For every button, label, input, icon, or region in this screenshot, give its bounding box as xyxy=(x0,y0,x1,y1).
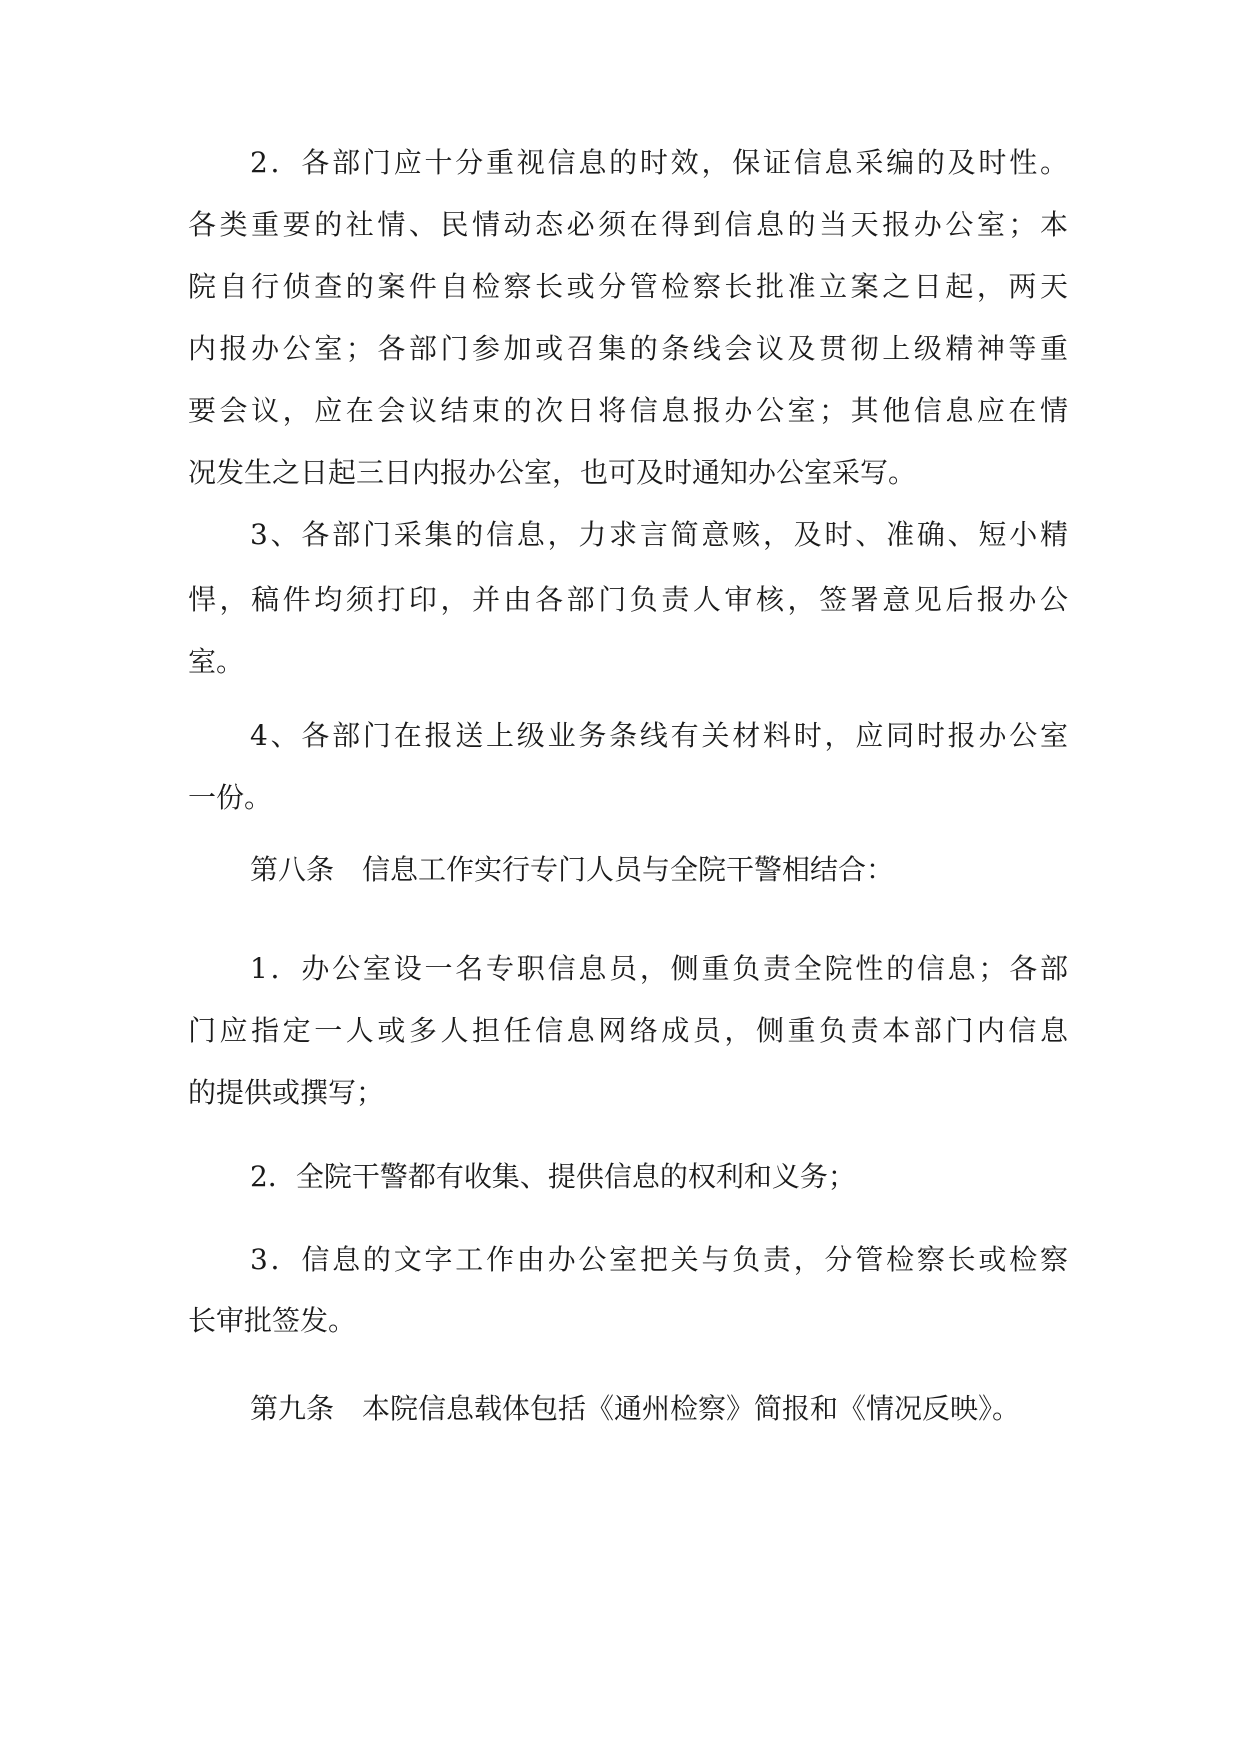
text-line: 的提供或撰写； xyxy=(188,1076,385,1109)
text-line: 1．办公室设一名专职信息员，侧重负责全院性的信息；各部 xyxy=(250,952,1068,985)
text-line: 悍，稿件均须打印，并由各部门负责人审核，签署意见后报办公 xyxy=(188,583,1068,616)
article-heading-line: 第九条 本院信息载体包括《通州检察》简报和《情况反映》。 xyxy=(250,1392,1021,1425)
text-line: 院自行侦查的案件自检察长或分管检察长批准立案之日起，两天 xyxy=(188,270,1068,303)
text-line: 要会议，应在会议结束的次日将信息报办公室；其他信息应在情 xyxy=(188,394,1068,427)
text-line: 内报办公室；各部门参加或召集的条线会议及贯彻上级精神等重 xyxy=(188,332,1068,365)
text-line: 3、各部门采集的信息，力求言简意赅，及时、准确、短小精 xyxy=(250,518,1068,551)
text-line: 况发生之日起三日内报办公室，也可及时通知办公室采写。 xyxy=(188,456,917,489)
text-line: 各类重要的社情、民情动态必须在得到信息的当天报办公室；本 xyxy=(188,208,1068,241)
text-line: 一份。 xyxy=(188,781,273,814)
text-line: 长审批签发。 xyxy=(188,1304,357,1337)
text-line: 4、各部门在报送上级业务条线有关材料时，应同时报办公室 xyxy=(250,719,1068,752)
text-line: 2．各部门应十分重视信息的时效，保证信息采编的及时性。 xyxy=(250,146,1068,179)
article-heading-line: 第八条 信息工作实行专门人员与全院干警相结合： xyxy=(250,853,895,886)
text-line: 室。 xyxy=(188,645,245,678)
text-line: 3．信息的文字工作由办公室把关与负责，分管检察长或检察 xyxy=(250,1243,1068,1276)
text-line: 2．全院干警都有收集、提供信息的权利和义务； xyxy=(250,1160,856,1193)
text-line: 门应指定一人或多人担任信息网络成员，侧重负责本部门内信息 xyxy=(188,1014,1068,1047)
